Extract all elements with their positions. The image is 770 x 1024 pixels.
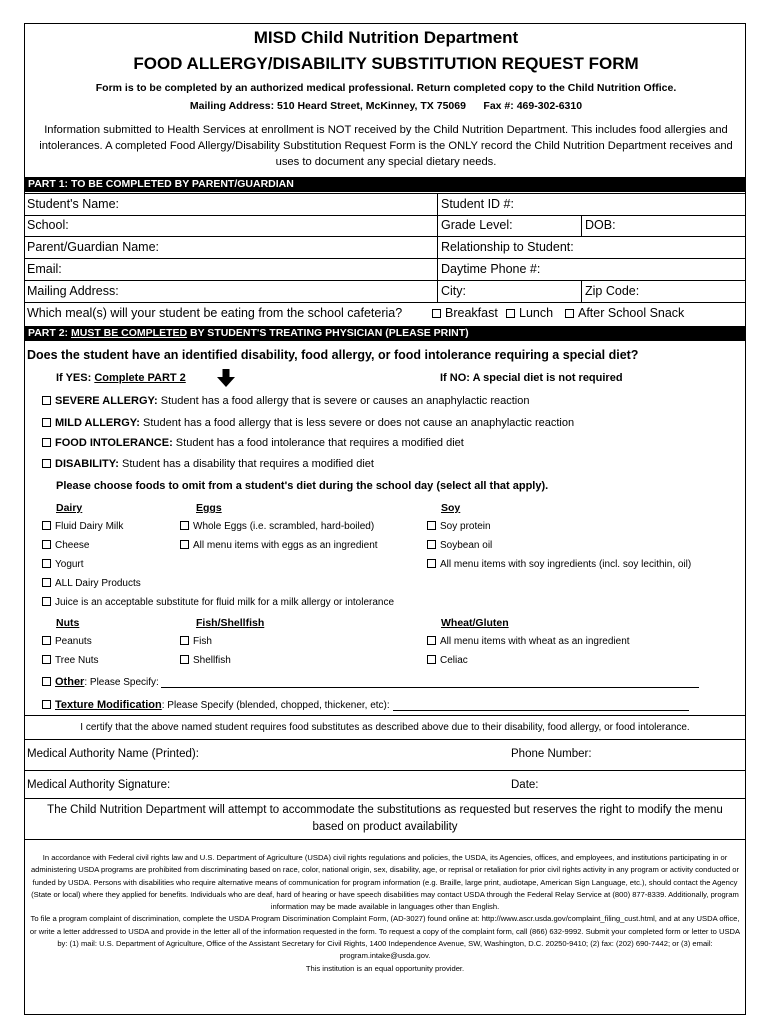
phone-number-field[interactable]: Phone Number:: [511, 748, 592, 760]
wheat-items-checkbox[interactable]: [427, 636, 436, 645]
city-field[interactable]: City:: [441, 284, 466, 298]
certification-statement: I certify that the above named student requires food substitutes as described above due to their disability, food allergy, or food intolerance.: [80, 722, 690, 733]
all-dairy-checkbox[interactable]: [42, 578, 51, 587]
shellfish-checkbox[interactable]: [180, 655, 189, 664]
complete-part2-link: Complete PART 2: [94, 372, 186, 384]
soybean-oil-checkbox[interactable]: [427, 540, 436, 549]
eggs-heading: Eggs: [196, 502, 222, 514]
whole-eggs-option[interactable]: [180, 521, 374, 532]
medical-authority-signature-field[interactable]: Medical Authority Signature:: [27, 779, 171, 791]
fish-option[interactable]: [180, 636, 212, 647]
severe-allergy-label: SEVERE ALLERGY:: [55, 395, 158, 407]
shellfish-label: Shellfish: [193, 655, 231, 666]
form-page: [24, 23, 746, 1015]
complaint-paragraph: To file a program complaint of discrimination, complete the USDA Program Discrimination Complaint Form, (AD-3027) found online at: http://www.ascr.usda.gov/complaint_filing_cust.html, and at any USDA office, or write a letter addressed to USDA and provide in the letter all of the information requested in the form. To request a copy of the complaint form, call (866) 632-9992. Submit your completed form or letter to USDA by: (1) mail: U.S. Department of Agriculture, Office of the Assistant Secretary for Civil Rights, 1400 Independence Avenue, SW, Washington, D.C. 20250-9410; (2) fax: (202) 690-7442; or (3) email: program.intake@usda.gov.: [29, 914, 741, 961]
nuts-heading: Nuts: [56, 617, 80, 629]
form-title: FOOD ALLERGY/DISABILITY SUBSTITUTION REQUEST FORM: [133, 54, 639, 73]
student-name-field[interactable]: Student's Name:: [27, 197, 120, 211]
zip-code-field[interactable]: Zip Code:: [585, 284, 640, 298]
cheese-option[interactable]: [42, 540, 89, 551]
whole-eggs-label: Whole Eggs (i.e. scrambled, hard-boiled): [193, 521, 375, 532]
fluid-milk-option[interactable]: [42, 521, 123, 532]
egg-items-option[interactable]: [180, 540, 378, 551]
soybean-oil-option[interactable]: [427, 540, 492, 551]
tree-nuts-option[interactable]: [42, 655, 99, 666]
other-specify-line[interactable]: [161, 677, 699, 688]
if-yes-text: [56, 372, 186, 384]
texture-label: Texture Modification: [55, 699, 162, 711]
part2-prefix: PART 2:: [28, 327, 71, 339]
equal-opportunity-line: This institution is an equal opportunity provider.: [305, 963, 465, 973]
mild-allergy-checkbox[interactable]: [42, 418, 51, 427]
wheat-items-option[interactable]: [427, 636, 630, 647]
tree-nuts-label: Tree Nuts: [55, 655, 99, 666]
severe-allergy-option[interactable]: [42, 395, 529, 407]
soy-protein-option[interactable]: [427, 521, 491, 532]
fish-shellfish-heading: Fish/Shellfish: [196, 617, 265, 629]
all-dairy-label: ALL Dairy Products: [55, 578, 141, 589]
intro-paragraph: Information submitted to Health Services at enrollment is NOT received by the Child Nutrition Department. This includes food allergies and intolerances. A completed Food Allergy/Disability Substitution Request Form is the ONLY record the Child Nutrition Department receives and uses to document any special dietary needs.: [39, 124, 733, 168]
other-prompt: : Please Specify:: [84, 677, 159, 688]
juice-label: Juice is an acceptable substitute for fluid milk for a milk allergy or intolerance: [55, 597, 395, 608]
if-no-text: If NO: A special diet is not required: [440, 372, 623, 384]
mild-allergy-text: Student has a food allergy that is less severe or does not cause an anaphylactic reaction: [139, 417, 575, 429]
down-arrow-icon: [217, 369, 235, 387]
daytime-phone-field[interactable]: Daytime Phone #:: [441, 262, 541, 276]
mailing-address-field[interactable]: Mailing Address:: [27, 284, 119, 298]
date-field[interactable]: Date:: [511, 779, 539, 791]
food-intolerance-label: FOOD INTOLERANCE:: [55, 437, 173, 449]
part2-header: [25, 326, 745, 341]
snack-option[interactable]: [565, 306, 684, 320]
yogurt-option[interactable]: [42, 559, 84, 570]
severe-allergy-checkbox[interactable]: [42, 396, 51, 405]
snack-label: After School Snack: [578, 306, 685, 320]
mild-allergy-option[interactable]: [42, 417, 574, 429]
fluid-milk-checkbox[interactable]: [42, 521, 51, 530]
food-intolerance-checkbox[interactable]: [42, 438, 51, 447]
texture-prompt: : Please Specify (blended, chopped, thickener, etc):: [161, 700, 390, 711]
snack-checkbox[interactable]: [565, 309, 574, 318]
medical-authority-name-field[interactable]: Medical Authority Name (Printed):: [27, 748, 199, 760]
disability-text: Student has a disability that requires a modified diet: [118, 458, 374, 470]
instructions-line: Form is to be completed by an authorized medical professional. Return completed copy to the Child Nutrition Office.: [95, 82, 677, 94]
student-id-field[interactable]: Student ID #:: [441, 197, 514, 211]
texture-option[interactable]: [42, 699, 689, 711]
tree-nuts-checkbox[interactable]: [42, 655, 51, 664]
peanuts-label: Peanuts: [55, 636, 92, 647]
egg-items-checkbox[interactable]: [180, 540, 189, 549]
shellfish-option[interactable]: [180, 655, 231, 666]
dairy-heading: Dairy: [56, 502, 83, 514]
cheese-label: Cheese: [55, 540, 90, 551]
mailing-address-line: Mailing Address: 510 Heard Street, McKinney, TX 75069 Fax #: 469-302-6310: [189, 100, 583, 112]
soy-protein-checkbox[interactable]: [427, 521, 436, 530]
juice-checkbox[interactable]: [42, 597, 51, 606]
other-label: Other: [55, 676, 85, 688]
soy-items-label: All menu items with soy ingredients (incl. soy lecithin, oil): [440, 559, 692, 570]
food-intolerance-option[interactable]: [42, 437, 464, 449]
peanuts-option[interactable]: [42, 636, 92, 647]
relationship-field[interactable]: Relationship to Student:: [441, 240, 574, 254]
peanuts-checkbox[interactable]: [42, 636, 51, 645]
meals-question: Which meal(s) will your student be eating from the school cafeteria?: [27, 306, 403, 320]
wheat-items-label: All menu items with wheat as an ingredient: [440, 636, 630, 647]
yogurt-checkbox[interactable]: [42, 559, 51, 568]
lunch-option[interactable]: [506, 306, 553, 320]
fish-label: Fish: [193, 636, 212, 647]
nondiscrimination-statement: [29, 852, 741, 975]
mild-allergy-label: MILD ALLERGY:: [55, 417, 140, 429]
texture-specify-line[interactable]: [393, 700, 689, 711]
soy-heading: Soy: [441, 502, 461, 514]
part1-header: PART 1: TO BE COMPLETED BY PARENT/GUARDIAN: [25, 177, 745, 192]
if-yes-prefix: If YES:: [56, 372, 95, 384]
lunch-checkbox[interactable]: [506, 309, 515, 318]
disability-option[interactable]: [42, 458, 374, 470]
soybean-oil-label: Soybean oil: [440, 540, 493, 551]
egg-items-label: All menu items with eggs as an ingredient: [193, 540, 378, 551]
severe-allergy-text: Student has a food allergy that is severe or causes an anaphylactic reaction: [157, 395, 530, 407]
breakfast-checkbox[interactable]: [432, 309, 441, 318]
parent-name-field[interactable]: Parent/Guardian Name:: [27, 240, 160, 254]
lunch-label: Lunch: [519, 306, 554, 320]
nondiscrimination-paragraph: In accordance with Federal civil rights law and U.S. Department of Agriculture (USDA) civil rights regulations and policies, the USDA, its Agencies, offices, and employees, and institutions participating in or administering USDA programs are prohibited from discriminating based on race, color, national origin, sex, disability, age, or reprisal or retaliation for prior civil rights activity in any program or activity conducted or funded by USDA. Persons with disabilities who require alternative means of communication for program information (e.g. Braille, large print, audiotape, American Sign Language, etc.), should contact the Agency (State or local) where they applied for benefits. Individuals who are deaf, hard of hearing or have speech disabilities may contact USDA through the Federal Relay Service at (800) 877-8339. Additionally, program information may be made available in languages other than English.: [30, 853, 740, 912]
form-title-department: MISD Child Nutrition Department: [253, 28, 519, 47]
celiac-label: Celiac: [440, 655, 468, 666]
all-dairy-option[interactable]: [42, 578, 141, 589]
whole-eggs-checkbox[interactable]: [180, 521, 189, 530]
fish-checkbox[interactable]: [180, 636, 189, 645]
part2-must: MUST BE COMPLETED: [70, 327, 188, 339]
part2-suffix: BY STUDENT'S TREATING PHYSICIAN (PLEASE PRINT): [187, 327, 469, 339]
school-field[interactable]: School:: [27, 218, 69, 232]
cheese-checkbox[interactable]: [42, 540, 51, 549]
grade-level-field[interactable]: Grade Level:: [441, 218, 513, 232]
breakfast-option[interactable]: [432, 306, 498, 320]
fluid-milk-label: Fluid Dairy Milk: [55, 521, 124, 532]
soy-protein-label: Soy protein: [440, 521, 491, 532]
soy-items-option[interactable]: [427, 559, 691, 570]
disability-label: DISABILITY:: [55, 458, 119, 470]
disability-checkbox[interactable]: [42, 459, 51, 468]
soy-items-checkbox[interactable]: [427, 559, 436, 568]
yogurt-label: Yogurt: [55, 559, 84, 570]
food-intolerance-text: Student has a food intolerance that requires a modified diet: [172, 437, 464, 449]
juice-option[interactable]: [42, 597, 394, 608]
celiac-checkbox[interactable]: [427, 655, 436, 664]
accommodation-note: The Child Nutrition Department will attempt to accommodate the substitutions as requested but reserves the right to modify the menu based on product availability: [47, 804, 723, 833]
wheat-gluten-heading: Wheat/Gluten: [441, 617, 509, 629]
other-checkbox[interactable]: [42, 677, 51, 686]
celiac-option[interactable]: [427, 655, 468, 666]
breakfast-label: Breakfast: [445, 306, 498, 320]
email-field[interactable]: Email:: [27, 262, 62, 276]
texture-checkbox[interactable]: [42, 700, 51, 709]
choose-foods-instruction: Please choose foods to omit from a student's diet during the school day (select all that apply).: [56, 480, 549, 492]
dob-field[interactable]: DOB:: [585, 218, 616, 232]
other-option[interactable]: [42, 676, 699, 688]
diet-question: Does the student have an identified disability, food allergy, or food intolerance requiring a special diet?: [27, 348, 639, 362]
